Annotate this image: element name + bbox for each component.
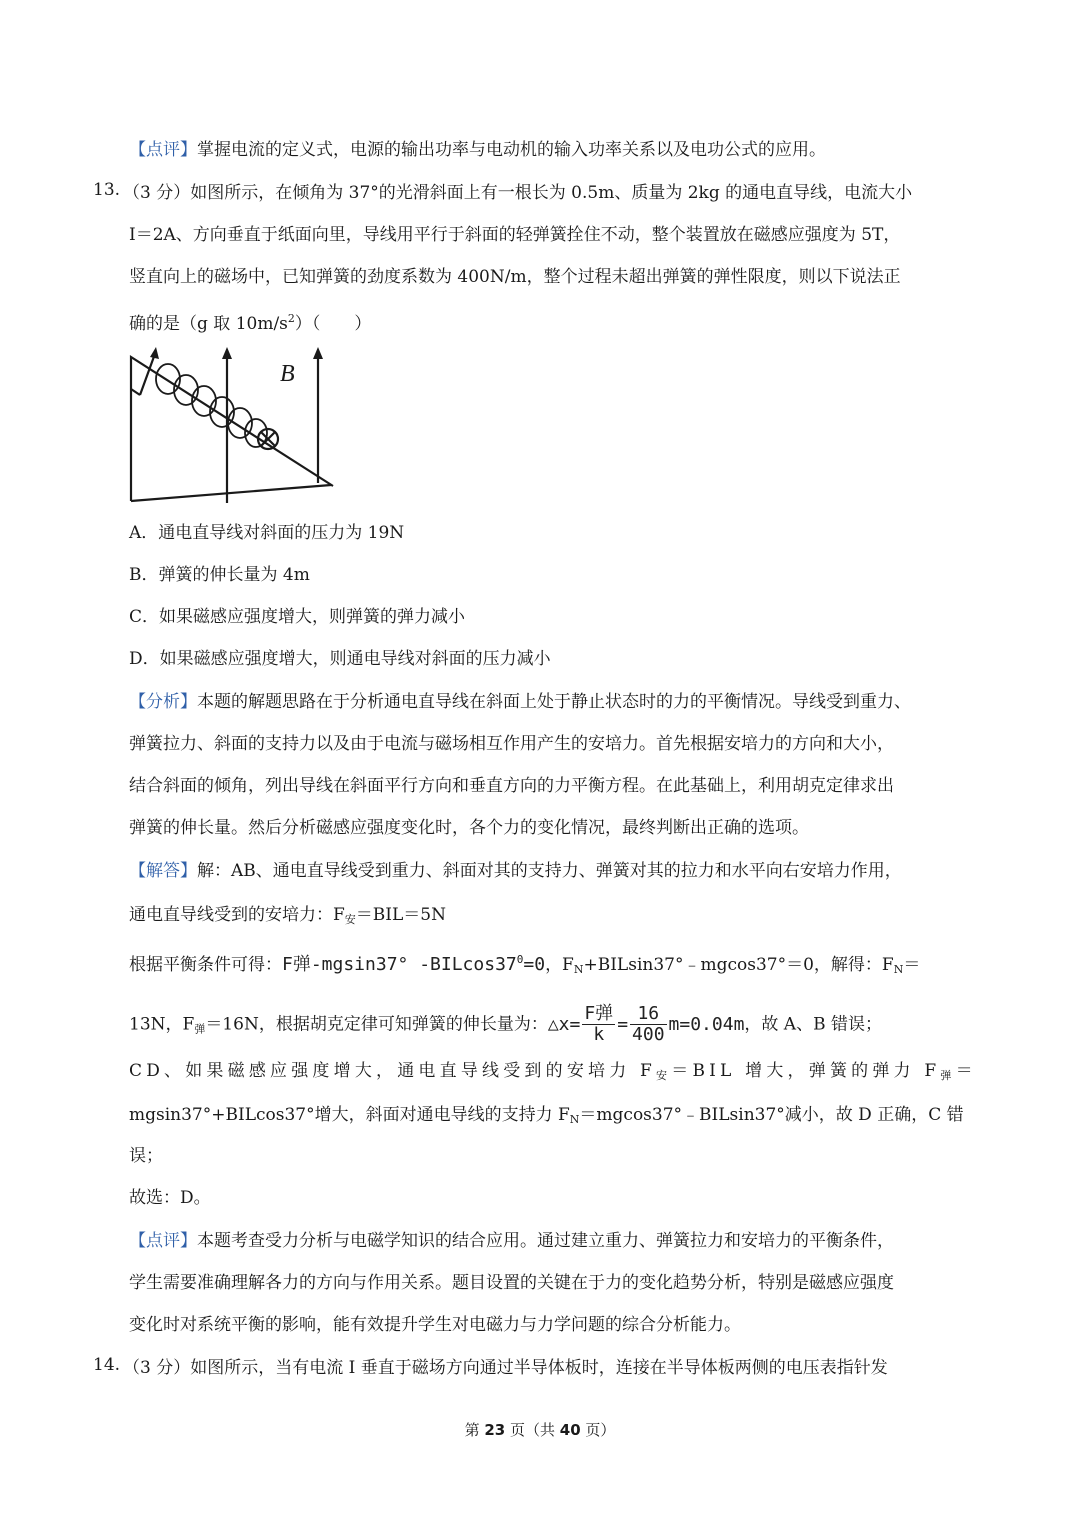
answer-line-2-sub: 安 [344,913,356,926]
footer-suffix: 页） [580,1421,616,1439]
option-c: C．如果磁感应强度增大，则弹簧的弹力减小 [129,607,466,627]
q13-line-1: （3 分）如图所示，在倾角为 37°的光滑斜面上有一根长为 0.5m、质量为 2kg 的通电直导线，电流大小 [123,183,913,203]
q14-line-1: （3 分）如图所示，当有电流 I 垂直于磁场方向通过半导体板时，连接在半导体板两侧的电压表指针发 [123,1358,888,1378]
answer-line-5-sub: 安 [656,1069,672,1082]
answer-line-6 [129,1102,964,1133]
review-line-1 [129,1228,894,1254]
equilibrium-formula: F弹-mgsin37° $-BILcos37^0=0$ [282,953,546,975]
answer-line-2-a: 通电直导线受到的安培力：F [129,905,345,925]
analysis-line-4: 弹簧的伸长量。然后分析磁感应强度变化时，各个力的变化情况，最终判断出正确的选项。 [129,818,809,838]
review-text-1: 本题考查受力分析与电磁学知识的结合应用。通过建立重力、弹簧拉力和安培力的平衡条件， [197,1231,894,1251]
review-prev-paragraph [129,137,826,163]
review-tag: 【点评】 [129,1231,197,1251]
answer-line-6-sub: N [569,1113,580,1126]
answer-line-3-sub: N [573,963,584,976]
answer-line-2-b: ＝BIL＝5N [355,905,446,925]
answer-line-3 [129,947,920,983]
stopper-arrow [150,347,159,359]
review-prev-text: 掌握电流的定义式，电源的输出功率与电动机的输入功率关系以及电功公式的应用。 [197,140,826,160]
review-prev-tag: 【点评】 [129,140,197,160]
answer-line-3-b: ，F [545,955,574,975]
option-b: B．弹簧的伸长量为 4m [129,565,310,585]
answer-line-3-d: ＝ [903,955,921,975]
extension-formula: △x= $\frac{\text{F弹}}{k}$ = $\frac{16}{400}$ m=0.04m [547,1003,745,1045]
answer-line-4-b: ＝16N，根据胡克定律可知弹簧的伸长量为： [205,1014,548,1035]
answer-line-4-sub: 弹 [194,1022,206,1036]
q13-line-2: I＝2A、方向垂直于纸面向里，导线用平行于斜面的轻弹簧拴住不动，整个装置放在磁感应强度为 5T， [129,225,901,245]
answer-line-6-b: ＝mgcos37°﹣BILsin37°减小，故 D 正确，C 错 [579,1105,964,1125]
analysis-line-3: 结合斜面的倾角，列出导线在斜面平行方向和垂直方向的力平衡方程。在此基础上，利用胡克定律求出 [129,776,894,796]
answer-line-6-a: mgsin37°+BILcos37°增大，斜面对通电导线的支持力 F [129,1105,570,1125]
q13-line-4-a: 确的是（g 取 10m/s [129,314,288,334]
review-line-2: 学生需要准确理解各力的方向与作用关系。题目设置的关键在于力的变化趋势分析，特别是磁感应强度 [129,1273,894,1293]
analysis-line-1 [129,689,911,715]
field-arrow-2 [313,347,323,359]
answer-line-5-c: ＝ [955,1061,977,1081]
footer-prefix: 第 [464,1421,485,1439]
answer-line-5-a: CD、如果磁感应强度增大，通电直导线受到的安培力 F [129,1061,657,1081]
answer-line-2 [129,902,446,933]
answer-line-7: 误； [129,1146,163,1166]
q13-line-4-b: ）（ ） [294,314,372,334]
answer-line-3-a: 根据平衡条件可得： [129,955,282,975]
q13-number: 13. [93,180,121,200]
q13-line-3: 竖直向上的磁场中，已知弹簧的劲度系数为 400N/m，整个过程未超出弹簧的弹性限度，则以下说法正 [129,267,901,287]
option-d: D．如果磁感应强度增大，则通电导线对斜面的压力减小 [129,649,551,669]
footer-page-number: 23 [484,1421,506,1439]
answer-line-3-c: +BILsin37°﹣mgcos37°＝0，解得：F [583,955,894,975]
footer-mid: 页（共 [505,1421,560,1439]
option-a: A．通电直导线对斜面的压力为 19N [129,523,405,543]
footer-total-pages: 40 [559,1421,581,1439]
analysis-text-1: 本题的解题思路在于分析通电直导线在斜面上处于静止状态时的力的平衡情况。导线受到重力、 [197,692,911,712]
answer-tag: 【解答】 [129,861,197,881]
answer-line-4-c: ，故 A、B 错误； [744,1014,882,1035]
spring [156,364,267,447]
q13-line-4 [129,306,371,337]
incline-base [131,485,331,501]
incline-figure [128,345,338,505]
answer-line-4 [129,1004,882,1050]
answer-line-5 [129,1058,977,1089]
answer-line-4-a: 13N，F [129,1014,195,1035]
field-label: B [280,361,295,387]
answer-line-1 [129,858,902,884]
review-line-3: 变化时对系统平衡的影响，能有效提升学生对电磁力与力学问题的综合分析能力。 [129,1315,741,1335]
answer-line-3-sub2: N [893,963,904,976]
analysis-tag: 【分析】 [129,692,197,712]
answer-text-1: 解：AB、通电直导线受到重力、斜面对其的支持力、弹簧对其的拉力和水平向右安培力作用， [197,861,902,881]
field-arrow-1 [222,347,232,359]
incline-outline [131,357,333,501]
analysis-line-2: 弹簧拉力、斜面的支持力以及由于电流与磁场相互作用产生的安培力。首先根据安培力的方向和大小， [129,734,894,754]
page-footer [0,1419,1080,1440]
q13-line-4-sup: 2 [287,312,295,325]
q14-number: 14. [93,1355,121,1375]
answer-line-5-b: ＝BIL 增大，弹簧的弹力 F [671,1061,941,1081]
answer-line-8: 故选：D。 [129,1188,211,1208]
answer-line-5-sub2: 弹 [940,1069,956,1082]
